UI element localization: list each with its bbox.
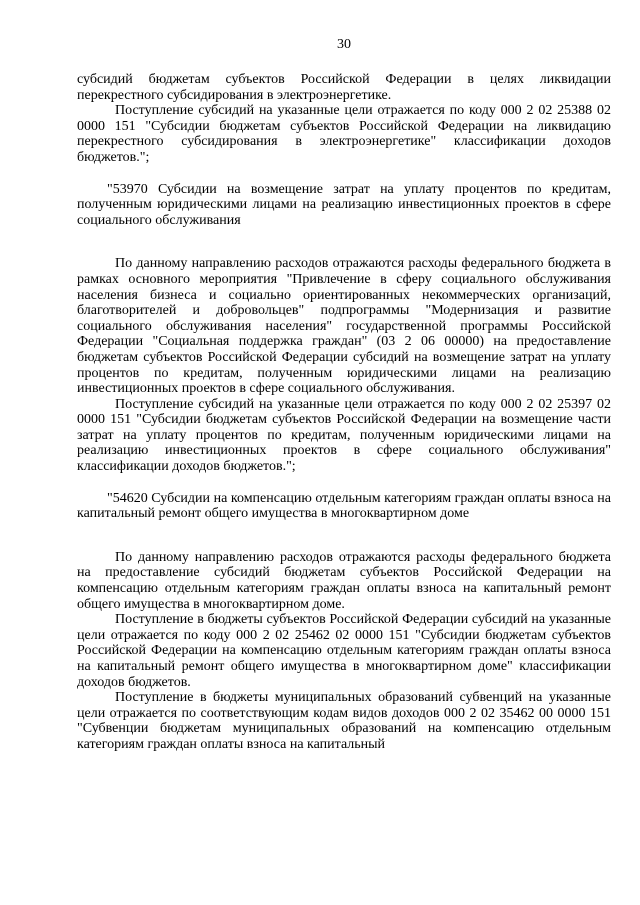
paragraph-expense-description-53970: По данному направлению расходов отражаются расходы федерального бюджета в рамках основного мероприятия "Привлечение в сферу социального обслуживания населения бизнеса и социально ориентированных некоммерческих организаций, благотворителей и добровольцев" подпрограммы "Модернизация и развитие социального обслуживания населения" государственной программы Российской Федерации "Социальная поддержка граждан" (03 2 06 00000) на предоставление бюджетам субъектов Российской Федерации субсидий на возмещение затрат на уплату процентов по кредитам, полученным юридическими лицами на реализацию инвестиционных проектов в сфере социального обслуживания. — [77, 256, 611, 397]
document-body — [77, 72, 611, 753]
section-heading-53970: "53970 Субсидии на возмещение затрат на уплату процентов по кредитам, полученным юридическими лицами на реализацию инвестиционных проектов в сфере социального обслуживания — [77, 181, 611, 228]
paragraph-continuation: субсидий бюджетам субъектов Российской Федерации в целях ликвидации перекрестного субсидирования в электроэнергетике. — [77, 72, 611, 103]
paragraph-expense-description-54620: По данному направлению расходов отражаются расходы федерального бюджета на предоставление субсидий бюджетам субъектов Российской Федерации на компенсацию отдельным категориям граждан оплаты взноса на капитальный ремонт общего имущества в многоквартирном доме. — [77, 549, 611, 612]
paragraph-revenue-code-25397: Поступление субсидий на указанные цели отражается по коду 000 2 02 25397 02 0000 151 "Субсидии бюджетам субъектов Российской Федерации на возмещение части затрат на уплату процентов по кредитам, полученным юридическими лицами на реализацию инвестиционных проектов в сфере социального обслуживания" классификации доходов бюджетов."; — [77, 396, 611, 475]
paragraph-revenue-code-35462: Поступление в бюджеты муниципальных образований субвенций на указанные цели отражается по соответствующим кодам видов доходов 000 2 02 35462 00 0000 151 "Субвенции бюджетам муниципальных образований на компенсацию отдельным категориям граждан оплаты взноса на капитальный — [77, 690, 611, 752]
section-heading-54620: "54620 Субсидии на компенсацию отдельным категориям граждан оплаты взноса на капитальный ремонт общего имущества в многоквартирном доме — [77, 490, 611, 522]
page-number: 30 — [337, 37, 351, 52]
paragraph-revenue-code-25462: Поступление в бюджеты субъектов Российской Федерации субсидий на указанные цели отражается по коду 000 2 02 25462 02 0000 151 "Субсидии бюджетам субъектов Российской Федерации на компенсацию отдельным категориям граждан оплаты взноса на капитальный ремонт общего имущества в многоквартирном доме" классификации доходов бюджетов. — [77, 612, 611, 690]
paragraph-revenue-code-25388: Поступление субсидий на указанные цели отражается по коду 000 2 02 25388 02 0000 151 "Субсидии бюджетам субъектов Российской Федерации на ликвидацию перекрестного субсидирования в электроэнергетике" классификации доходов бюджетов."; — [77, 103, 611, 165]
